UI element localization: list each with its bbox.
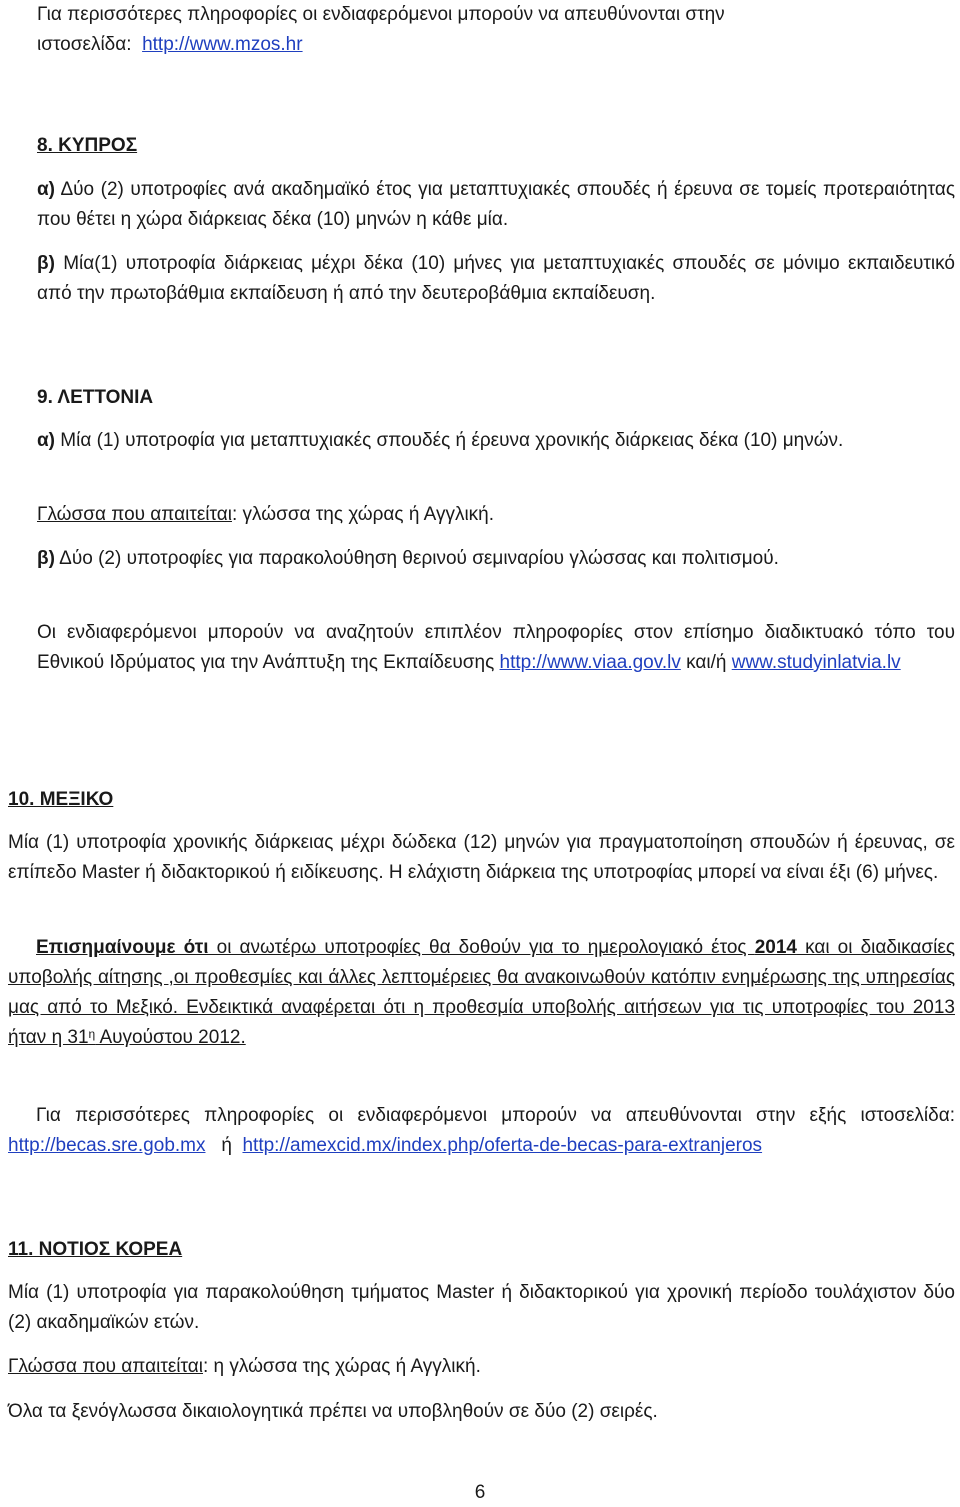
korea-language: Γλώσσα που απαιτείται: η γλώσσα της χώρας ή Αγγλική. xyxy=(8,1356,481,1377)
studyinlatvia-link[interactable]: www.studyinlatvia.lv xyxy=(731,652,901,673)
korea-documents: Όλα τα ξενόγλωσσα δικαιολογητικά πρέπει να υποβληθούν σε δύο (2) σειρές. xyxy=(8,1401,658,1422)
latvia-item-b: β) Δύο (2) υποτροφίες για παρακολούθηση θερινού σεμιναρίου γλώσσας και πολιτισμού. xyxy=(37,548,779,569)
page-number: 6 xyxy=(474,1482,486,1503)
viaa-link[interactable]: http://www.viaa.gov.lv xyxy=(499,652,681,673)
korea-paragraph: Μία (1) υποτροφία για παρακολούθηση τμήματος Master ή διδακτορικού για χρονική περίοδο τουλάχιστον δύο (2) ακαδημαϊκών ετών. xyxy=(8,1282,955,1333)
latvia-info: Οι ενδιαφερόμενοι μπορούν να αναζητούν επιπλέον πληροφορίες στον επίσημο διαδικτυακό τόπο του Εθνικού Ιδρύματος για την Ανάπτυξη της Εκπαίδευσης http://www.viaa.gov.lv και/ή www.studyinlatvia.lv xyxy=(37,622,955,673)
cyprus-item-a: α) Δύο (2) υποτροφίες ανά ακαδημαϊκό έτος για μεταπτυχιακές σπουδές ή έρευνα σε τομείς προτεραιότητας που θέτει η χώρα διάρκειας δέκα (10) μηνών η κάθε μία. xyxy=(37,179,955,230)
heading-mexico: 10. ΜΕΞΙΚΟ xyxy=(8,789,114,810)
heading-korea: 11. ΝΟΤΙΟΣ ΚΟΡΕΑ xyxy=(8,1239,183,1260)
intro-line-2: ιστοσελίδα: http://www.mzos.hr xyxy=(37,34,303,55)
latvia-item-a: α) Μία (1) υποτροφία για μεταπτυχιακές σπουδές ή έρευνα χρονικής διάρκειας δέκα (10) μηνών. xyxy=(37,430,844,451)
latvia-language: Γλώσσα που απαιτείται: γλώσσα της χώρας ή Αγγλική. xyxy=(37,504,495,525)
cyprus-item-b: β) Μία(1) υποτροφία διάρκειας μέχρι δέκα (10) μήνες για μεταπτυχιακές σπουδές σε μόνιμο εκπαιδευτικό από την πρωτοβάθμια εκπαίδευση ή από την δευτεροβάθμια εκπαίδευση. xyxy=(37,253,955,304)
mexico-more-info: Για περισσότερες πληροφορίες οι ενδιαφερόμενοι μπορούν να απευθύνονται στην εξής ιστοσελίδα: http://becas.sre.gob.mx ή http://amexcid.mx/index.php/oferta-de-becas-para-extranjeros xyxy=(8,1105,955,1156)
intro-line-1: Για περισσότερες πληροφορίες οι ενδιαφερόμενοι μπορούν να απευθύνονται στην xyxy=(37,4,725,25)
mexico-paragraph: Μία (1) υποτροφία χρονικής διάρκειας μέχρι δώδεκα (12) μηνών για πραγματοποίηση σπουδών ή έρευνας, σε επίπεδο Master ή διδακτορικού ή ειδίκευσης. Η ελάχιστη διάρκεια της υποτροφίας μπορεί να είναι έξι (6) μήνες. xyxy=(8,832,955,883)
becas-link[interactable]: http://becas.sre.gob.mx xyxy=(8,1135,206,1156)
heading-latvia: 9. ΛΕΤΤΟΝΙΑ xyxy=(37,387,154,408)
mzos-link[interactable]: http://www.mzos.hr xyxy=(142,34,303,55)
mexico-note: Επισημαίνουμε ότι οι ανωτέρω υποτροφίες θα δοθούν για το ημερολογιακό έτος 2014 και οι διαδικασίες υποβολής αίτησης ,οι προθεσμίες και άλλες λεπτομέρειες θα ανακοινωθούν κατόπιν ενημέρωσης της υπηρεσίας μας από το Μεξικό. Ενδεικτικά αναφέρεται ότι η προθεσμία υποβολής αιτήσεων για τις υποτροφίες του 2013 ήταν η $31^\eta$ Αυγούστου 2012. xyxy=(8,937,955,1048)
amexcid-link[interactable]: http://amexcid.mx/index.php/oferta-de-becas-para-extranjeros xyxy=(242,1135,763,1156)
heading-cyprus: 8. ΚΥΠΡΟΣ xyxy=(37,135,138,156)
